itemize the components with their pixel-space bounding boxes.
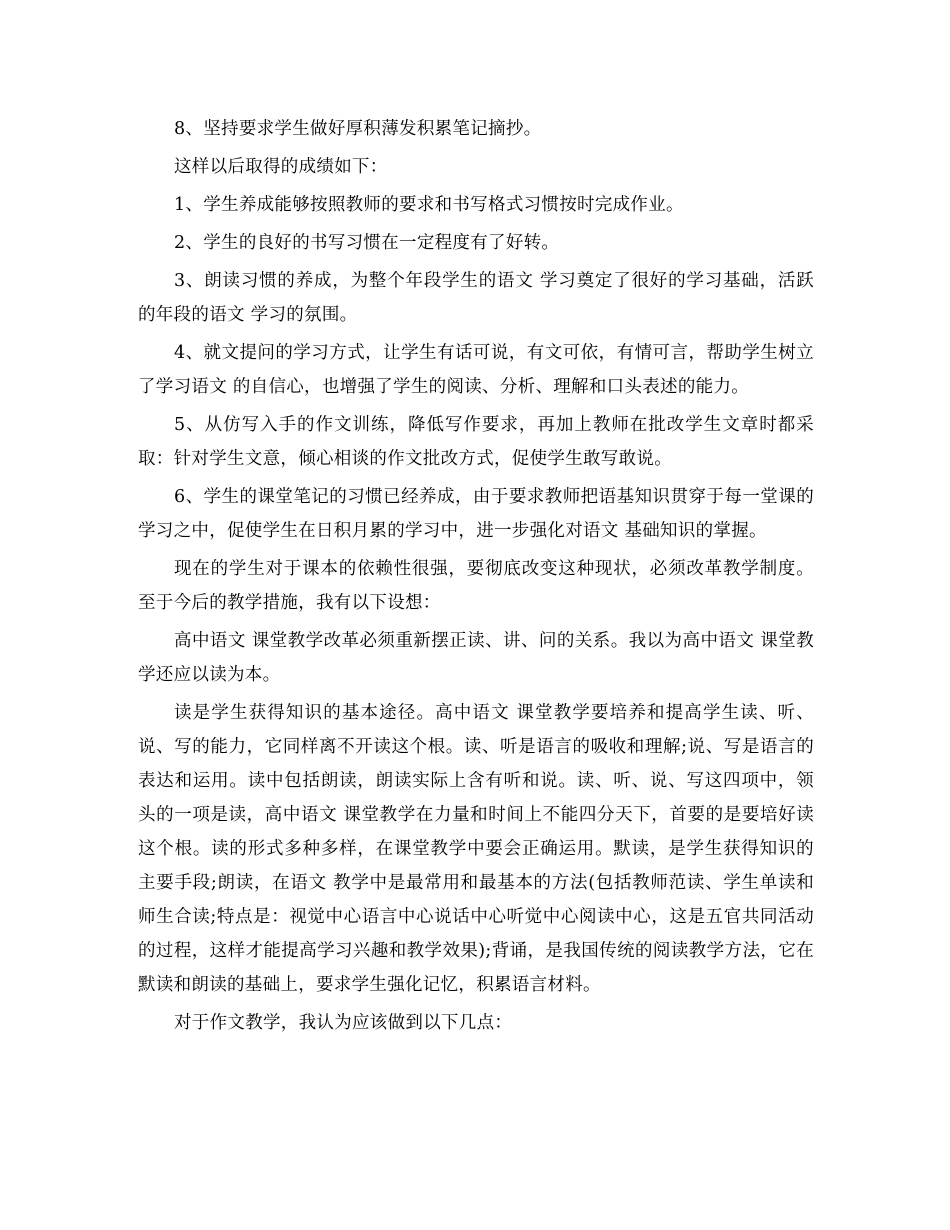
- paragraph: 读是学生获得知识的基本途径。高中语文 课堂教学要培养和提高学生读、听、说、写的能力，它同样离不开读这个根。读、听是语言的吸收和理解;说、写是语言的表达和运用。读中包括朗读，朗读实际上含有听和说。读、听、说、写这四项中，领头的一项是读，高中语文 课堂教学在力量和时间上不能四分天下，首要的是要培好读这个根。读的形式多种多样，在课堂教学中要会正确运用。默读，是学生获得知识的主要手段;朗读，在语文 教学中是最常用和最基本的方法(包括教师范读、学生单读和师生合读;特点是：视觉中心语言中心说话中心听觉中心阅读中心，这是五官共同活动的过程，这样才能提高学习兴趣和教学效果);背诵，是我国传统的阅读教学方法，它在默读和朗读的基础上，要求学生强化记忆，积累语言材料。: [138, 703, 814, 995]
- paragraph: 1、学生养成能够按照教师的要求和书写格式习惯按时完成作业。: [174, 195, 684, 215]
- paragraph: 这样以后取得的成绩如下：: [174, 157, 388, 177]
- paragraph: 4、就文提问的学习方式，让学生有话可说，有文可依，有情可言，帮助学生树立了学习语文 的自信心，也增强了学生的阅读、分析、理解和口头表述的能力。: [138, 343, 814, 397]
- paragraph: 6、学生的课堂笔记的习惯已经养成，由于要求教师把语基知识贯穿于每一堂课的学习之中，促使学生在日积月累的学习中，进一步强化对语文 基础知识的掌握。: [138, 487, 814, 541]
- paragraph: 高中语文 课堂教学改革必须重新摆正读、讲、问的关系。我以为高中语文 课堂教学还应以读为本。: [138, 631, 814, 685]
- paragraph: 5、从仿写入手的作文训练，降低写作要求，再加上教师在批改学生文章时都采取：针对学生文意，倾心相谈的作文批改方式，促使学生敢写敢说。: [138, 415, 814, 469]
- paragraph: 对于作文教学，我认为应该做到以下几点：: [174, 1013, 513, 1033]
- paragraph: 8、坚持要求学生做好厚积薄发积累笔记摘抄。: [174, 119, 542, 139]
- paragraph: 现在的学生对于课本的依赖性很强，要彻底改变这种现状，必须改革教学制度。至于今后的教学措施，我有以下设想：: [138, 559, 814, 613]
- paragraph: 2、学生的良好的书写习惯在一定程度有了好转。: [174, 233, 560, 253]
- paragraph: 3、朗读习惯的养成，为整个年段学生的语文 学习奠定了很好的学习基础，活跃的年段的语文 学习的氛围。: [138, 271, 814, 325]
- document-body: [138, 112, 814, 1044]
